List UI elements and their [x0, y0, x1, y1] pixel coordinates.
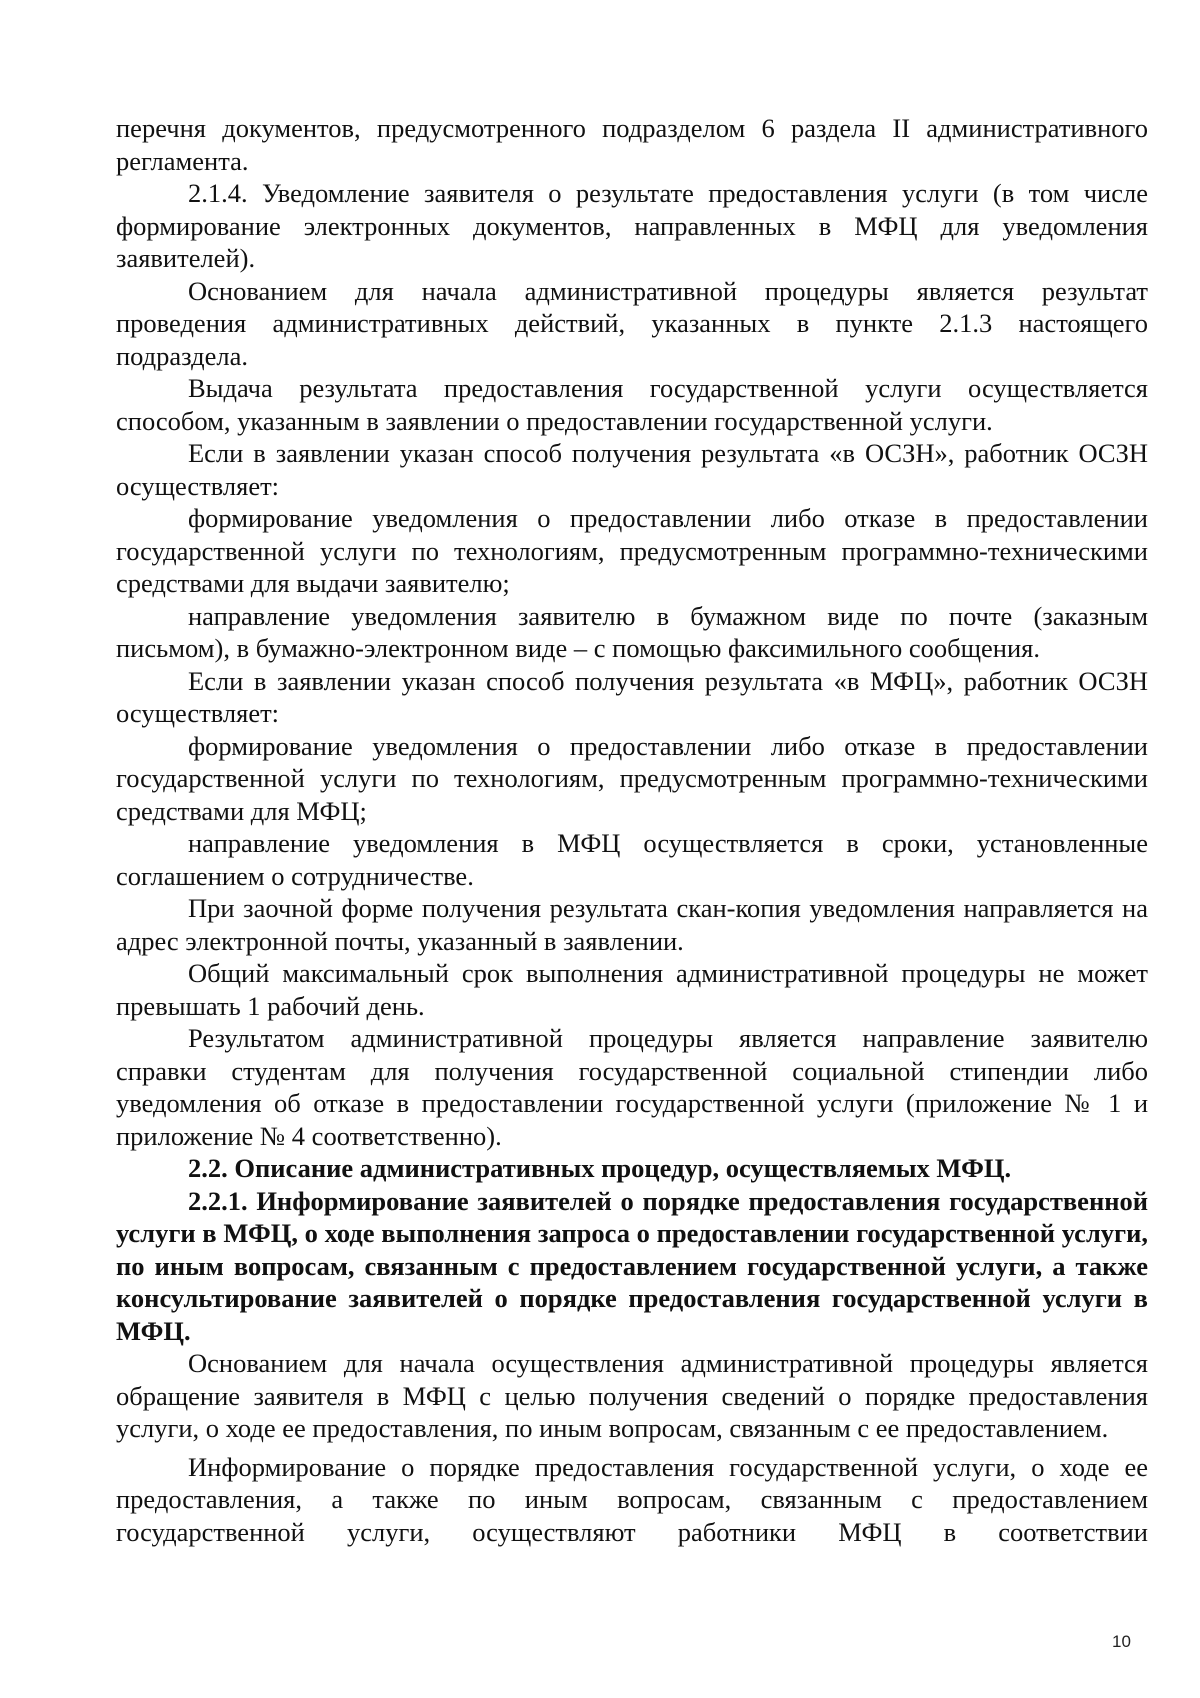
paragraph-13: Результатом административной процедуры является направление заявителю справки студентам для получения государственной социальной стипендии либо уведомления об отказе в предоставлении государственной услуги (приложение № 1 и приложение № 4 соответственно).: [116, 1023, 1148, 1151]
paragraph-5: Если в заявлении указан способ получения результата «в ОСЗН», работник ОСЗН осуществляет:: [116, 438, 1148, 501]
paragraph-10: направление уведомления в МФЦ осуществляется в сроки, установленные соглашением о сотрудничестве.: [116, 828, 1148, 891]
document-page: [116, 112, 1148, 1548]
section-heading: 2.2. Описание административных процедур, осуществляемых МФЦ.: [188, 1153, 1012, 1183]
paragraph-16: Основанием для начала осуществления административной процедуры является обращение заявителя в МФЦ с целью получения сведений о порядке предоставления услуги, о ходе ее предоставления, по иным вопросам, связанным с ее предоставлением.: [116, 1348, 1148, 1443]
paragraph-9: формирование уведомления о предоставлении либо отказе в предоставлении государственной услуги по технологиям, предусмотренным программно-техническими средствами для МФЦ;: [116, 730, 1148, 826]
paragraph-4: Выдача результата предоставления государственной услуги осуществляется способом, указанным в заявлении о предоставлении государственной услуги.: [116, 373, 1148, 436]
paragraph-12: Общий максимальный срок выполнения административной процедуры не может превышать 1 рабочий день.: [116, 958, 1148, 1021]
paragraph-2: 2.1.4. Уведомление заявителя о результате предоставления услуги (в том числе формирование электронных документов, направленных в МФЦ для уведомления заявителей).: [116, 178, 1148, 273]
paragraph-1: перечня документов, предусмотренного подразделом 6 раздела II административного регламента.: [116, 113, 1148, 176]
page-number: 10: [1112, 1632, 1131, 1651]
paragraph-17: Информирование о порядке предоставления государственной услуги, о ходе ее предоставления, а также по иным вопросам, связанным с предоставлением государственной услуги, осуществляют работники МФЦ в соответствии: [116, 1451, 1148, 1547]
paragraph-11: При заочной форме получения результата скан-копия уведомления направляется на адрес электронной почты, указанный в заявлении.: [116, 893, 1148, 956]
paragraph-7: направление уведомления заявителю в бумажном виде по почте (заказным письмом), в бумажно-электронном виде – с помощью факсимильного сообщения.: [116, 600, 1148, 663]
paragraph-3: Основанием для начала административной процедуры является результат проведения административных действий, указанных в пункте 2.1.3 настоящего подраздела.: [116, 275, 1148, 371]
paragraph-6: формирование уведомления о предоставлении либо отказе в предоставлении государственной услуги по технологиям, предусмотренным программно-техническими средствами для выдачи заявителю;: [116, 503, 1148, 598]
paragraph-8: Если в заявлении указан способ получения результата «в МФЦ», работник ОСЗН осуществляет:: [116, 665, 1148, 728]
subsection-heading: 2.2.1. Информирование заявителей о порядке предоставления государственной услуги в МФЦ, о ходе выполнения запроса о предоставлении государственной услуги, по иным вопросам, связанным с предоставлением государственной услуги, а также консультирование заявителей о порядке предоставления государственной услуги в МФЦ.: [116, 1185, 1148, 1346]
